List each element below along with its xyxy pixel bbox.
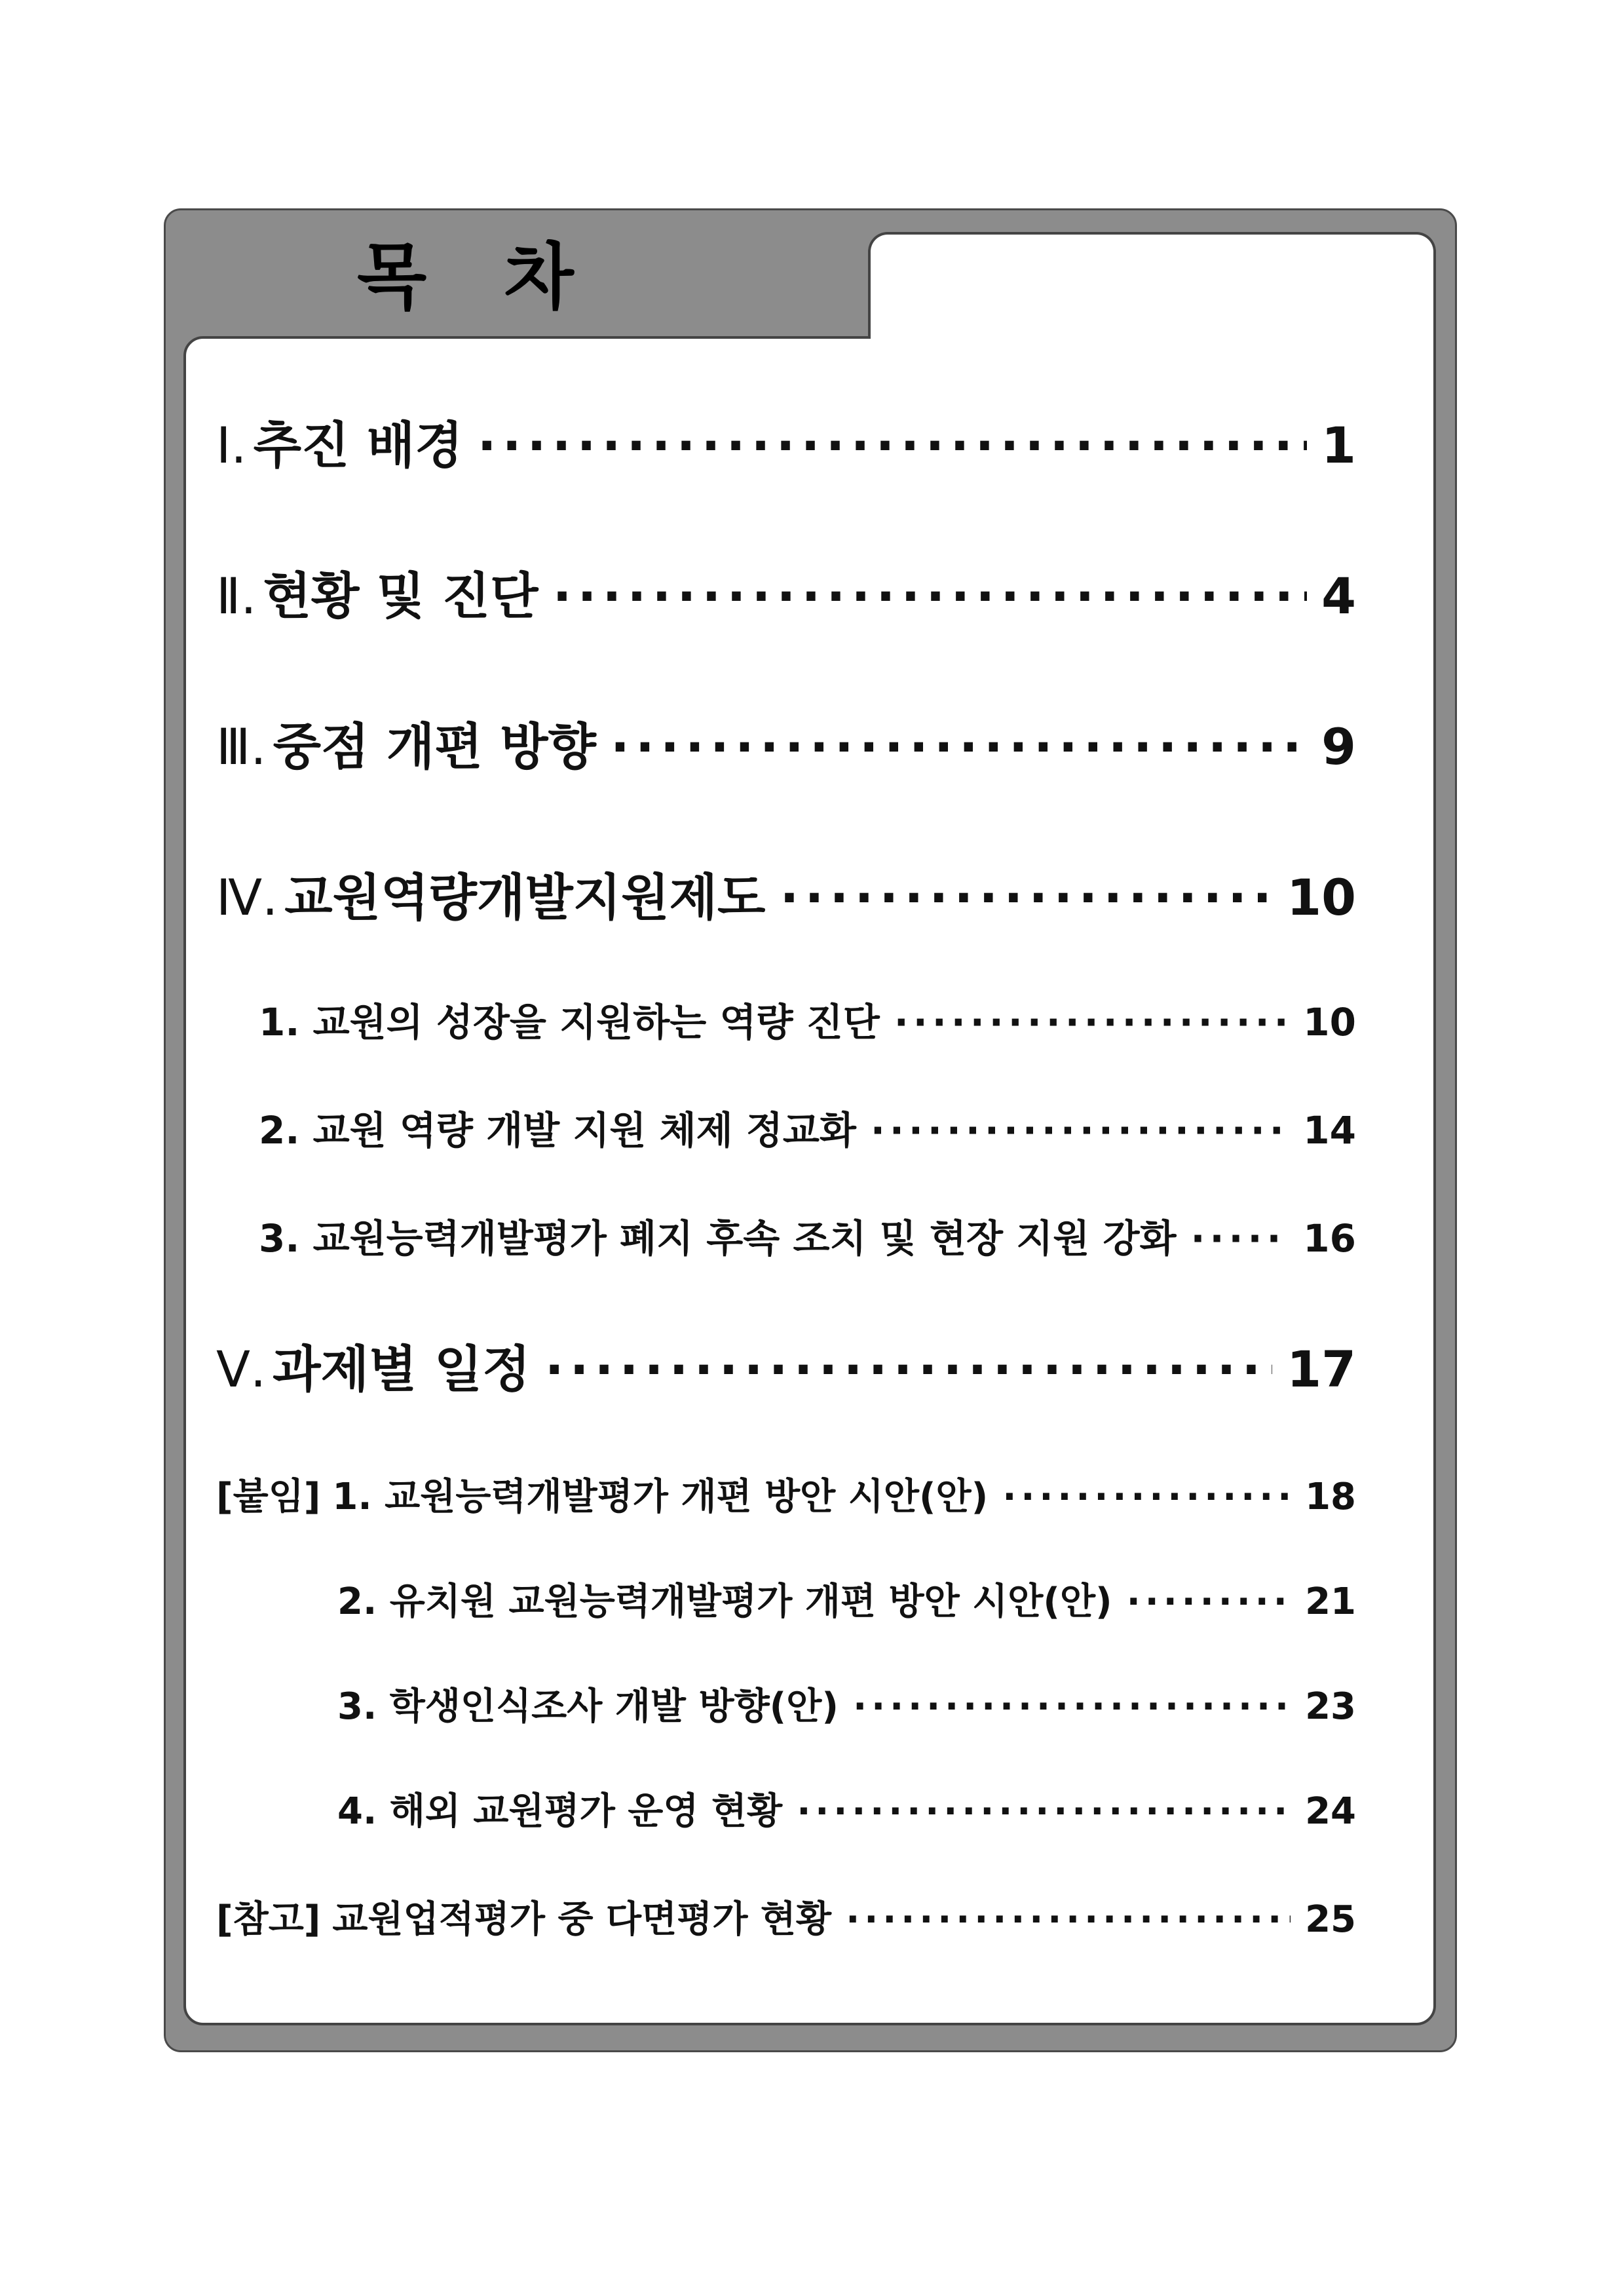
page-number: 23 <box>1305 1685 1356 1728</box>
page-title: 목 차 <box>357 235 600 319</box>
page-number: 18 <box>1305 1476 1356 1518</box>
toc-entry-attachment-3[interactable] <box>337 1677 1356 1736</box>
page-number: 16 <box>1303 1216 1356 1261</box>
section-label: 교원역량개발지원제도 <box>284 868 766 927</box>
toc-entry-subsection-1[interactable] <box>259 993 1356 1052</box>
dot-leader <box>1191 1209 1289 1268</box>
section-number: Ⅰ. <box>216 416 247 474</box>
section-label: 중점 개편 방향 <box>273 718 596 776</box>
attachment-label: 1. 교원능력개발평가 개편 방안 시안(안) <box>332 1476 989 1518</box>
section-label: 현황 및 진단 <box>263 567 538 625</box>
dot-leader <box>894 993 1289 1052</box>
toc-entry-section-2[interactable] <box>216 560 1356 632</box>
attachment-prefix: [붙임] <box>216 1476 321 1518</box>
toc-entry-attachment-1[interactable] <box>216 1468 1356 1527</box>
section-number: Ⅲ. <box>216 718 267 776</box>
toc-entry-section-4[interactable] <box>216 862 1356 934</box>
subsection-label: 1. 교원의 성장을 지원하는 역량 진단 <box>259 1000 880 1044</box>
toc-entry-section-1[interactable] <box>216 410 1356 482</box>
reference-label: 교원업적평가 중 다면평가 현황 <box>332 1898 832 1941</box>
page-number: 25 <box>1305 1898 1356 1941</box>
page-number: 10 <box>1303 1000 1356 1044</box>
reference-prefix: [참고] <box>216 1898 321 1941</box>
toc-entry-section-3[interactable] <box>216 711 1356 783</box>
toc-entry-subsection-3[interactable] <box>259 1209 1356 1268</box>
dot-leader <box>846 1890 1291 1949</box>
page-number: 1 <box>1321 416 1356 474</box>
dot-leader <box>1002 1468 1291 1527</box>
page-number: 4 <box>1321 567 1356 625</box>
dot-leader <box>611 711 1307 783</box>
dot-leader <box>853 1677 1291 1736</box>
section-label: 과제별 일정 <box>273 1340 531 1398</box>
toc-entry-subsection-2[interactable] <box>259 1101 1356 1160</box>
section-number: Ⅳ. <box>216 868 278 927</box>
page-number: 9 <box>1321 718 1356 776</box>
toc-entry-attachment-2[interactable] <box>337 1573 1356 1632</box>
page-number: 17 <box>1287 1340 1356 1398</box>
section-label: 추진 배경 <box>253 416 463 474</box>
attachment-label: 2. 유치원 교원능력개발평가 개편 방안 시안(안) <box>337 1580 1112 1623</box>
attachment-label: 3. 학생인식조사 개발 방향(안) <box>337 1685 839 1728</box>
tab-join <box>871 331 1433 362</box>
page-number: 24 <box>1305 1790 1356 1833</box>
attachment-label: 4. 해외 교원평가 운영 현황 <box>337 1790 783 1833</box>
section-number: Ⅱ. <box>216 567 257 625</box>
toc-entry-attachment-4[interactable] <box>337 1782 1356 1841</box>
subsection-label: 3. 교원능력개발평가 폐지 후속 조치 및 현장 지원 강화 <box>259 1216 1177 1261</box>
dot-leader <box>871 1101 1289 1160</box>
page-number: 21 <box>1305 1580 1356 1623</box>
dot-leader <box>1127 1573 1291 1632</box>
page-number: 10 <box>1287 868 1356 927</box>
dot-leader <box>780 862 1272 934</box>
page-number: 14 <box>1303 1108 1356 1153</box>
dot-leader <box>478 410 1307 482</box>
toc-entry-section-5[interactable] <box>216 1333 1356 1406</box>
subsection-label: 2. 교원 역량 개발 지원 체제 정교화 <box>259 1108 856 1153</box>
section-number: Ⅴ. <box>216 1340 267 1398</box>
dot-leader <box>797 1782 1291 1841</box>
dot-leader <box>545 1333 1273 1406</box>
dot-leader <box>553 560 1308 632</box>
toc-entry-reference[interactable] <box>216 1890 1356 1949</box>
